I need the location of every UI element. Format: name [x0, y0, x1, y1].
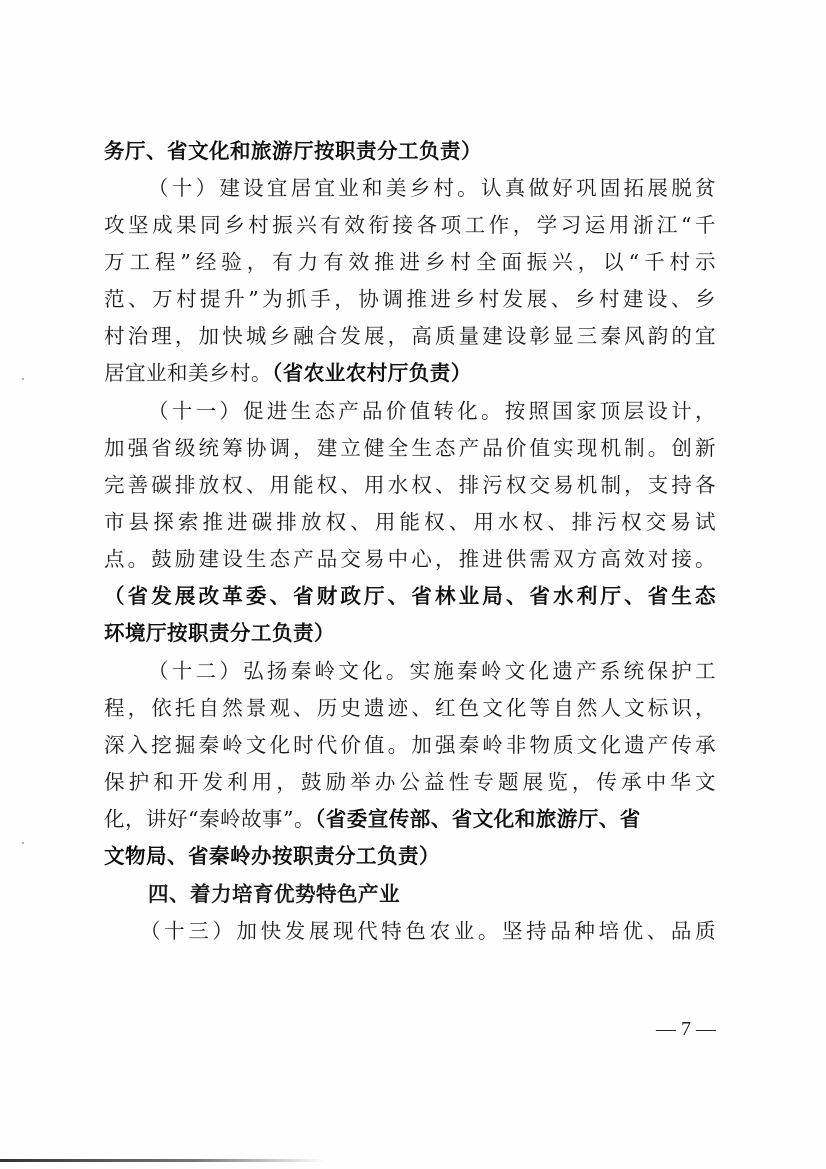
page-number: — 7 — — [656, 1018, 716, 1040]
paragraph-13-start — [140, 918, 716, 944]
paragraph-11-start — [148, 398, 716, 424]
text-segment: 化，讲好“秦岭故事”。 — [104, 807, 315, 831]
text-line — [104, 249, 716, 275]
text-segment: （十二）弘扬秦岭文化。实施秦岭文化遗产系统保护工 — [148, 659, 716, 683]
text-segment: 完善碳排放权、用能权、用水权、排污权交易机制，支持各 — [104, 473, 716, 497]
responsibility-note — [104, 843, 716, 869]
text-segment: （十三）加快发展现代特色农业。坚持品种培优、品质 — [140, 919, 716, 943]
text-line — [104, 732, 716, 758]
text-segment: 范、万村提升”为抓手，协调推进乡村发展、乡村建设、乡 — [104, 287, 716, 311]
text-line — [104, 212, 716, 238]
text-line — [104, 435, 716, 461]
section-heading — [148, 881, 716, 907]
text-segment: 点。鼓励建设生态产品交易中心，推进供需双方高效对接。 — [104, 547, 716, 571]
text-line — [104, 472, 716, 498]
text-segment: 居宜业和美乡村。 — [104, 361, 272, 385]
text-segment: 深入挖掘秦岭文化时代价值。加强秦岭非物质文化遗产传承 — [104, 733, 716, 757]
text-line — [104, 806, 716, 832]
text-segment: 文物局、省秦岭办按职责分工负责） — [104, 844, 440, 868]
text-line — [104, 138, 716, 164]
text-line — [104, 509, 716, 535]
text-segment: （十一）促进生态产品价值转化。按照国家顶层设计， — [148, 399, 716, 423]
text-segment: 村治理，加快城乡融合发展，高质量建设彰显三秦风韵的宜 — [104, 324, 716, 348]
text-segment: 环境厅按职责分工负责） — [104, 621, 335, 645]
text-line — [104, 769, 716, 795]
responsibility-note: （省农业农村厅负责） — [272, 361, 472, 385]
scan-artifact — [22, 378, 24, 380]
text-segment: （十）建设宜居宜业和美乡村。认真做好巩固拓展脱贫 — [148, 176, 716, 200]
text-segment: 程，依托自然景观、历史遗迹、红色文化等自然人文标识， — [104, 696, 716, 720]
paragraph-10-start — [148, 175, 716, 201]
text-line — [104, 360, 716, 386]
text-line — [104, 323, 716, 349]
scan-edge-line — [0, 1159, 325, 1162]
responsibility-note: （省委宣传部、省文化和旅游厅、省 — [314, 807, 641, 831]
text-line — [104, 695, 716, 721]
responsibility-note: 务厅、省文化和旅游厅按职责分工负责） — [104, 139, 482, 163]
responsibility-note — [104, 620, 716, 646]
text-segment: 市县探索推进碳排放权、用能权、用水权、排污权交易试 — [104, 510, 716, 534]
scan-artifact — [22, 842, 24, 844]
text-line — [104, 286, 716, 312]
responsibility-note — [104, 583, 716, 609]
heading-text: 四、着力培育优势特色产业 — [148, 882, 400, 906]
text-segment: 万工程”经验，有力有效推进乡村全面振兴，以“千村示 — [104, 250, 716, 274]
text-segment: 攻坚成果同乡村振兴有效衔接各项工作，学习运用浙江“千 — [104, 213, 716, 237]
text-line — [104, 546, 716, 572]
text-segment: 加强省级统筹协调，建立健全生态产品价值实现机制。创新 — [104, 436, 716, 460]
text-segment: 保护和开发利用，鼓励举办公益性专题展览，传承中华文 — [104, 770, 716, 794]
paragraph-12-start — [148, 658, 716, 684]
text-segment: （省发展改革委、省财政厅、省林业局、省水利厅、省生态 — [104, 584, 716, 608]
